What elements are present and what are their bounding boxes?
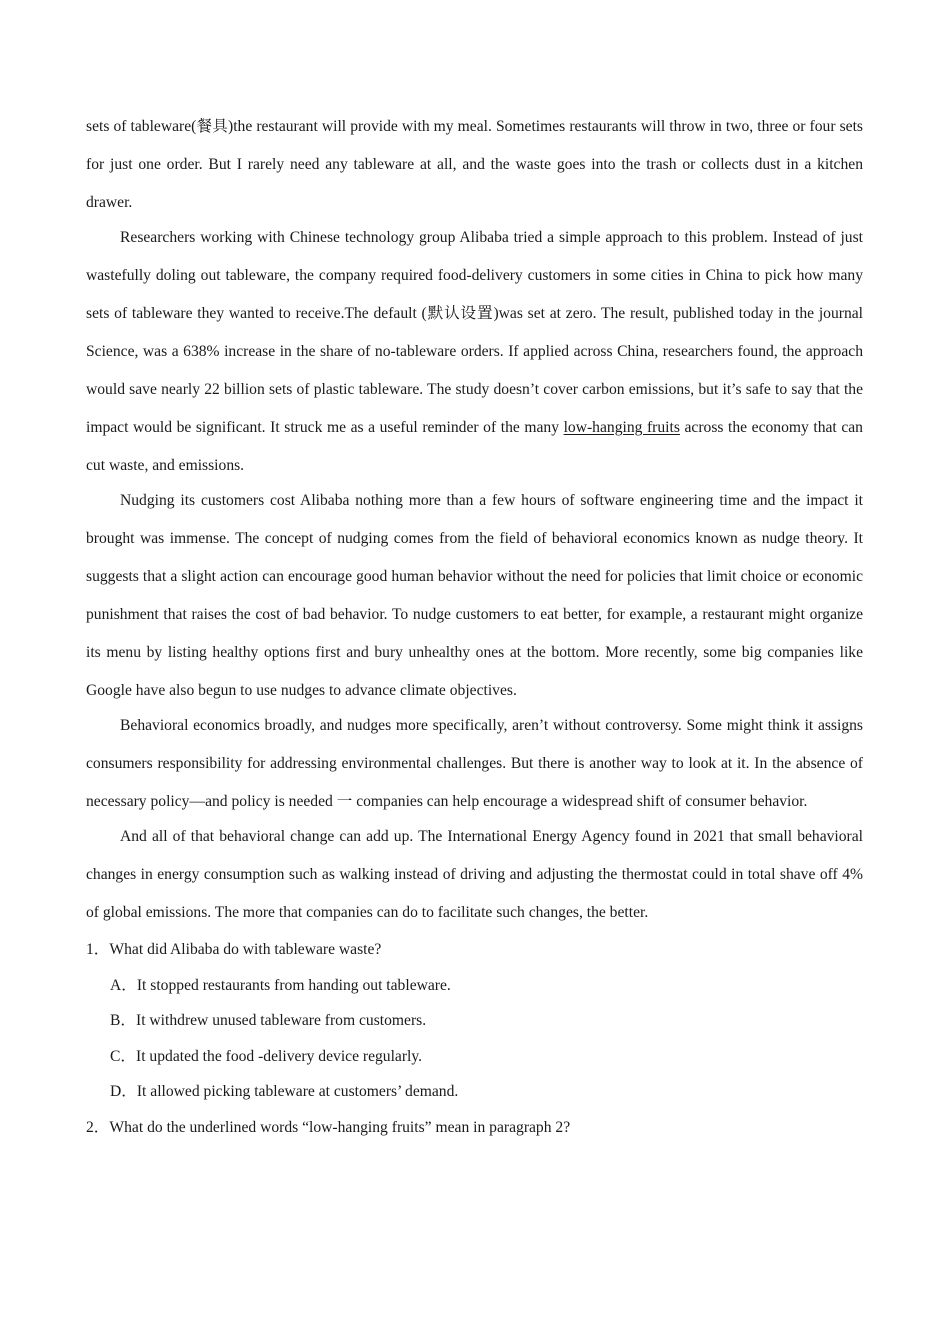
- option-letter: B．: [110, 1012, 136, 1029]
- question-text: What did Alibaba do with tableware waste?: [109, 941, 382, 958]
- question-stem: [86, 932, 863, 968]
- option-letter: C．: [110, 1047, 136, 1065]
- paragraph-1: sets of tableware(餐具)the restaurant will provide with my meal. Sometimes restaurants will throw in two, three or four sets for just one order. But I rarely need any tableware at all, and the waste goes into the trash or collects dust in a kitchen drawer.: [86, 118, 863, 211]
- question-number: 1．: [86, 941, 110, 958]
- paragraph-2: [86, 219, 863, 485]
- paragraph-2-text-end: across the economy that can cut waste, and emissions.: [86, 419, 863, 474]
- option-letter: D．: [110, 1083, 137, 1100]
- question-stem: [86, 1110, 863, 1146]
- paragraph-4: Behavioral economics broadly, and nudges more specifically, aren’t without controversy. Some might think it assigns consumers responsibility for addressing environmental challenges. But there is another way to look at it. In the absence of necessary policy—and policy is needed 一 companies can help encourage a widespread shift of consumer behavior.: [86, 717, 863, 810]
- paragraph-5: And all of that behavioral change can add up. The International Energy Agency found in 2021 that small behavioral changes in energy consumption such as walking instead of driving and adjusting the thermostat could in total shave off 4% of global emissions. The more that companies can do to facilitate such changes, the better.: [86, 828, 863, 921]
- option-text: It allowed picking tableware at customers’ demand.: [136, 1083, 459, 1100]
- option-d: [86, 1074, 863, 1110]
- question-1: [86, 932, 863, 1110]
- option-text: It stopped restaurants from handing out tableware.: [136, 976, 451, 994]
- paragraph-3: Nudging its customers cost Alibaba nothing more than a few hours of software engineering time and the impact it brought was immense. The concept of nudging comes from the field of behavioral economics known as nudge theory. It suggests that a slight action can encourage good human behavior without the need for policies that limit choice or economic punishment that raises the cost of bad behavior. To nudge customers to eat better, for example, a restaurant might organize its menu by listing healthy options first and bury unhealthy ones at the bottom. More recently, some big companies like Google have also begun to use nudges to advance climate objectives.: [86, 492, 863, 699]
- option-c: [86, 1039, 863, 1075]
- document-page: [86, 108, 863, 1145]
- question-text: What do the underlined words “low-hanging fruits” mean in paragraph 2?: [109, 1118, 571, 1136]
- option-text: It updated the food -delivery device regularly.: [136, 1047, 423, 1065]
- option-text: It withdrew unused tableware from customers.: [136, 1012, 427, 1029]
- underlined-phrase: low-hanging fruits: [563, 419, 680, 436]
- question-number: 2．: [86, 1118, 110, 1136]
- option-a: [86, 968, 863, 1004]
- option-b: [86, 1003, 863, 1039]
- paragraph-2-text-start: Researchers working with Chinese technology group Alibaba tried a simple approach to this problem. Instead of just wastefully doling out tableware, the company required food-delivery customers in some cities in China to pick how many sets of tableware they wanted to receive.The default (默认设置)was set at zero. The result, published today in the journal Science, was a 638% increase in the share of no-tableware orders. If applied across China, researchers found, the approach would save nearly 22 billion sets of plastic tableware. The study doesn’t cover carbon emissions, but it’s safe to say that the impact would be significant. It struck me as a useful reminder of the many: [86, 229, 863, 436]
- option-letter: A．: [110, 976, 137, 994]
- question-2: [86, 1110, 863, 1146]
